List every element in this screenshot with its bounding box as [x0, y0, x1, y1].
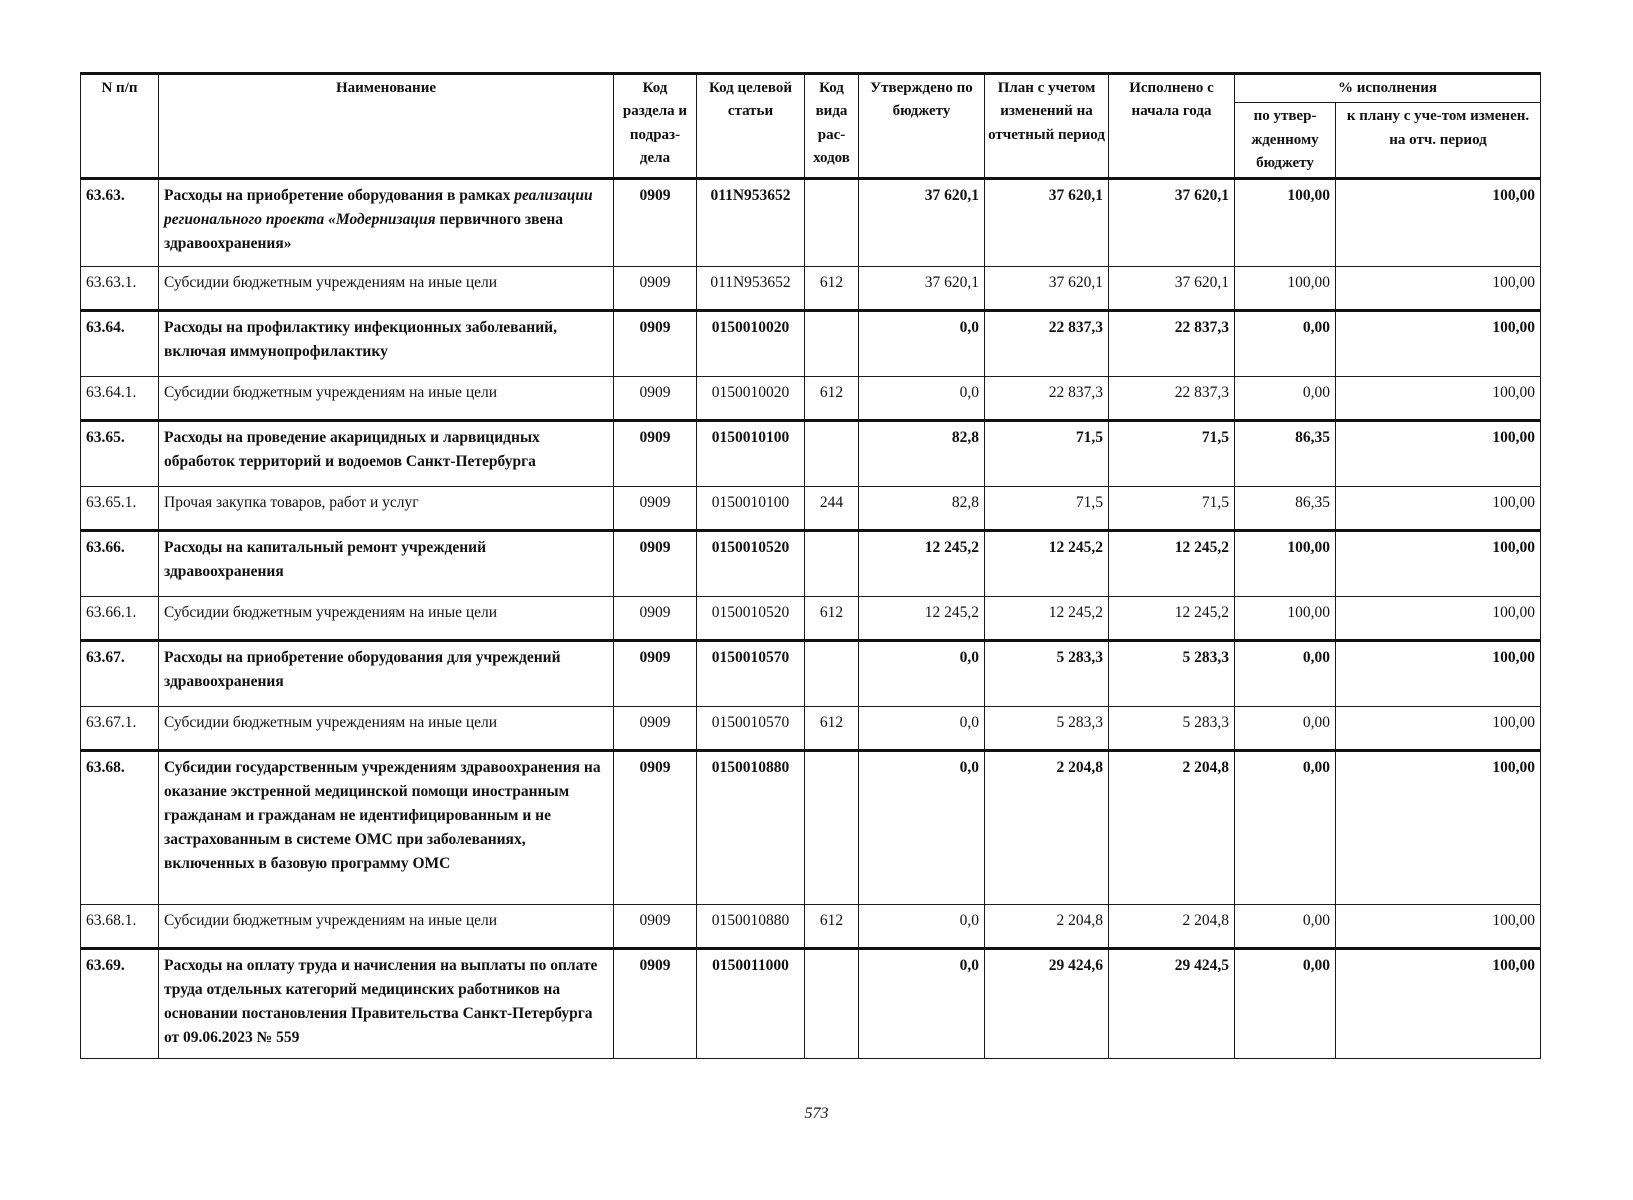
- row-razdel: 0909: [614, 311, 697, 377]
- row-num: 63.68.1.: [81, 905, 159, 949]
- row-pct-plan: 100,00: [1336, 179, 1541, 267]
- row-name: Расходы на оплату труда и начисления на выплаты по оплате труда отдельных категорий медицинских работников на основании постановления Правительства Санкт-Петербурга от 09.06.2023 № 559: [159, 949, 614, 1059]
- row-vid: 612: [805, 377, 859, 421]
- row-utv: 0,0: [859, 311, 985, 377]
- row-cel: 0150010520: [697, 531, 805, 597]
- row-pct-budget: 100,00: [1235, 179, 1336, 267]
- row-isp: 29 424,5: [1109, 949, 1235, 1059]
- row-num: 63.65.: [81, 421, 159, 487]
- row-isp: 2 204,8: [1109, 751, 1235, 905]
- header-name: Наименование: [159, 74, 614, 179]
- row-pct-budget: 0,00: [1235, 707, 1336, 751]
- table-row: [81, 267, 1541, 311]
- row-pct-budget: 86,35: [1235, 487, 1336, 531]
- row-utv: 37 620,1: [859, 267, 985, 311]
- row-name: Субсидии государственным учреждениям здравоохранения на оказание экстренной медицинской помощи иностранным гражданам и гражданам не идентифицированным и не застрахованным в системе ОМС при заболеваниях, включенных в базовую программу ОМС: [159, 751, 614, 905]
- row-utv: 0,0: [859, 905, 985, 949]
- row-pct-budget: 0,00: [1235, 641, 1336, 707]
- row-pct-budget: 86,35: [1235, 421, 1336, 487]
- row-num: 63.66.1.: [81, 597, 159, 641]
- table-row: [81, 751, 1541, 905]
- row-plan: 37 620,1: [985, 179, 1109, 267]
- row-isp: 37 620,1: [1109, 179, 1235, 267]
- row-pct-budget: 0,00: [1235, 751, 1336, 905]
- row-pct-plan: 100,00: [1336, 487, 1541, 531]
- row-num: 63.67.1.: [81, 707, 159, 751]
- row-cel: 0150011000: [697, 949, 805, 1059]
- row-name: Прочая закупка товаров, работ и услуг: [159, 487, 614, 531]
- row-plan: 29 424,6: [985, 949, 1109, 1059]
- header-isp: Исполнено с начала года: [1109, 74, 1235, 179]
- row-num: 63.65.1.: [81, 487, 159, 531]
- row-cel: 0150010880: [697, 751, 805, 905]
- row-utv: 37 620,1: [859, 179, 985, 267]
- table-row: [81, 421, 1541, 487]
- row-utv: 0,0: [859, 751, 985, 905]
- row-num: 63.63.1.: [81, 267, 159, 311]
- row-name: Расходы на капитальный ремонт учреждений здравоохранения: [159, 531, 614, 597]
- row-utv: 82,8: [859, 487, 985, 531]
- row-name: Субсидии бюджетным учреждениям на иные цели: [159, 597, 614, 641]
- row-utv: 12 245,2: [859, 531, 985, 597]
- row-vid: 612: [805, 905, 859, 949]
- row-plan: 71,5: [985, 421, 1109, 487]
- row-plan: 2 204,8: [985, 751, 1109, 905]
- row-plan: 37 620,1: [985, 267, 1109, 311]
- row-plan: 22 837,3: [985, 311, 1109, 377]
- row-pct-plan: 100,00: [1336, 377, 1541, 421]
- row-name: Субсидии бюджетным учреждениям на иные цели: [159, 267, 614, 311]
- row-isp: 22 837,3: [1109, 311, 1235, 377]
- row-utv: 0,0: [859, 949, 985, 1059]
- header-razdel: Код раздела и подраз-дела: [614, 74, 697, 179]
- row-name: [159, 179, 614, 267]
- row-vid: 612: [805, 267, 859, 311]
- row-cel: 0150010020: [697, 377, 805, 421]
- row-isp: 5 283,3: [1109, 707, 1235, 751]
- row-vid: [805, 949, 859, 1059]
- row-isp: 5 283,3: [1109, 641, 1235, 707]
- row-pct-plan: 100,00: [1336, 267, 1541, 311]
- row-pct-budget: 0,00: [1235, 905, 1336, 949]
- row-pct-plan: 100,00: [1336, 641, 1541, 707]
- row-cel: 0150010570: [697, 707, 805, 751]
- header-pct-budget: по утвер-жденному бюджету: [1235, 103, 1336, 179]
- row-utv: 0,0: [859, 377, 985, 421]
- header-num: N п/п: [81, 74, 159, 179]
- row-plan: 22 837,3: [985, 377, 1109, 421]
- row-razdel: 0909: [614, 707, 697, 751]
- row-name: Субсидии бюджетным учреждениям на иные цели: [159, 707, 614, 751]
- budget-execution-table: [80, 72, 1541, 1059]
- row-razdel: 0909: [614, 949, 697, 1059]
- row-num: 63.66.: [81, 531, 159, 597]
- row-isp: 71,5: [1109, 421, 1235, 487]
- budget-table-sheet: [80, 72, 1540, 1059]
- row-vid: [805, 421, 859, 487]
- row-vid: [805, 311, 859, 377]
- row-name: Расходы на приобретение оборудования для учреждений здравоохранения: [159, 641, 614, 707]
- row-pct-budget: 100,00: [1235, 597, 1336, 641]
- row-name-part: первичного звена здравоохранения»: [164, 211, 564, 253]
- row-cel: 0150010880: [697, 905, 805, 949]
- row-razdel: 0909: [614, 641, 697, 707]
- row-name: Расходы на профилактику инфекционных заболеваний, включая иммунопрофилактику: [159, 311, 614, 377]
- row-vid: 612: [805, 597, 859, 641]
- table-row: [81, 311, 1541, 377]
- row-pct-budget: 100,00: [1235, 531, 1336, 597]
- row-cel: 0150010520: [697, 597, 805, 641]
- row-cel: 0150010100: [697, 487, 805, 531]
- table-row: [81, 905, 1541, 949]
- row-name-part: Расходы на приобретение оборудования в рамках: [164, 187, 515, 204]
- row-cel: 0150010020: [697, 311, 805, 377]
- row-num: 63.64.1.: [81, 377, 159, 421]
- table-row: [81, 707, 1541, 751]
- row-vid: [805, 531, 859, 597]
- row-vid: [805, 751, 859, 905]
- row-plan: 12 245,2: [985, 531, 1109, 597]
- table-header: [81, 74, 1541, 179]
- row-pct-plan: 100,00: [1336, 905, 1541, 949]
- table-row: [81, 531, 1541, 597]
- header-pct-plan: к плану с уче-том изменен. на отч. период: [1336, 103, 1541, 179]
- row-utv: 0,0: [859, 641, 985, 707]
- row-razdel: 0909: [614, 905, 697, 949]
- table-row: [81, 949, 1541, 1059]
- row-razdel: 0909: [614, 421, 697, 487]
- row-plan: 12 245,2: [985, 597, 1109, 641]
- header-vid: Код вида рас-ходов: [805, 74, 859, 179]
- row-vid: [805, 641, 859, 707]
- row-num: 63.67.: [81, 641, 159, 707]
- row-pct-plan: 100,00: [1336, 531, 1541, 597]
- row-pct-plan: 100,00: [1336, 421, 1541, 487]
- row-name: Субсидии бюджетным учреждениям на иные цели: [159, 905, 614, 949]
- row-vid: 244: [805, 487, 859, 531]
- row-razdel: 0909: [614, 597, 697, 641]
- row-razdel: 0909: [614, 267, 697, 311]
- header-utv: Утверждено по бюджету: [859, 74, 985, 179]
- row-razdel: 0909: [614, 179, 697, 267]
- row-plan: 71,5: [985, 487, 1109, 531]
- row-num: 63.64.: [81, 311, 159, 377]
- row-utv: 0,0: [859, 707, 985, 751]
- row-pct-plan: 100,00: [1336, 311, 1541, 377]
- row-pct-budget: 0,00: [1235, 377, 1336, 421]
- table-row: [81, 641, 1541, 707]
- row-isp: 37 620,1: [1109, 267, 1235, 311]
- row-plan: 2 204,8: [985, 905, 1109, 949]
- row-pct-plan: 100,00: [1336, 597, 1541, 641]
- row-name: Субсидии бюджетным учреждениям на иные цели: [159, 377, 614, 421]
- row-name: Расходы на проведение акарицидных и ларвицидных обработок территорий и водоемов Санкт-Петербурга: [159, 421, 614, 487]
- row-num: 63.68.: [81, 751, 159, 905]
- row-isp: 22 837,3: [1109, 377, 1235, 421]
- row-razdel: 0909: [614, 751, 697, 905]
- row-pct-budget: 0,00: [1235, 311, 1336, 377]
- header-pct-group: % исполнения: [1235, 74, 1541, 103]
- row-vid: 612: [805, 707, 859, 751]
- row-pct-plan: 100,00: [1336, 949, 1541, 1059]
- row-pct-budget: 0,00: [1235, 949, 1336, 1059]
- row-pct-plan: 100,00: [1336, 707, 1541, 751]
- header-plan: План с учетом изменений на отчетный период: [985, 74, 1109, 179]
- row-cel: 0150010100: [697, 421, 805, 487]
- row-pct-plan: 100,00: [1336, 751, 1541, 905]
- row-utv: 12 245,2: [859, 597, 985, 641]
- table-row: [81, 377, 1541, 421]
- row-isp: 71,5: [1109, 487, 1235, 531]
- row-num: 63.69.: [81, 949, 159, 1059]
- row-razdel: 0909: [614, 377, 697, 421]
- row-razdel: 0909: [614, 487, 697, 531]
- row-cel: 0150010570: [697, 641, 805, 707]
- header-cel: Код целевой статьи: [697, 74, 805, 179]
- row-name-part-italic: реализации регионального проекта «Модернизация: [164, 187, 593, 229]
- table-body: [81, 179, 1541, 1059]
- row-num: 63.63.: [81, 179, 159, 267]
- page-number: 573: [804, 1105, 829, 1122]
- row-isp: 12 245,2: [1109, 597, 1235, 641]
- table-row: [81, 487, 1541, 531]
- row-vid: [805, 179, 859, 267]
- row-pct-budget: 100,00: [1235, 267, 1336, 311]
- row-plan: 5 283,3: [985, 707, 1109, 751]
- table-row: [81, 597, 1541, 641]
- row-cel: 011N953652: [697, 179, 805, 267]
- row-utv: 82,8: [859, 421, 985, 487]
- row-cel: 011N953652: [697, 267, 805, 311]
- row-isp: 2 204,8: [1109, 905, 1235, 949]
- row-isp: 12 245,2: [1109, 531, 1235, 597]
- row-plan: 5 283,3: [985, 641, 1109, 707]
- table-row: [81, 179, 1541, 267]
- row-razdel: 0909: [614, 531, 697, 597]
